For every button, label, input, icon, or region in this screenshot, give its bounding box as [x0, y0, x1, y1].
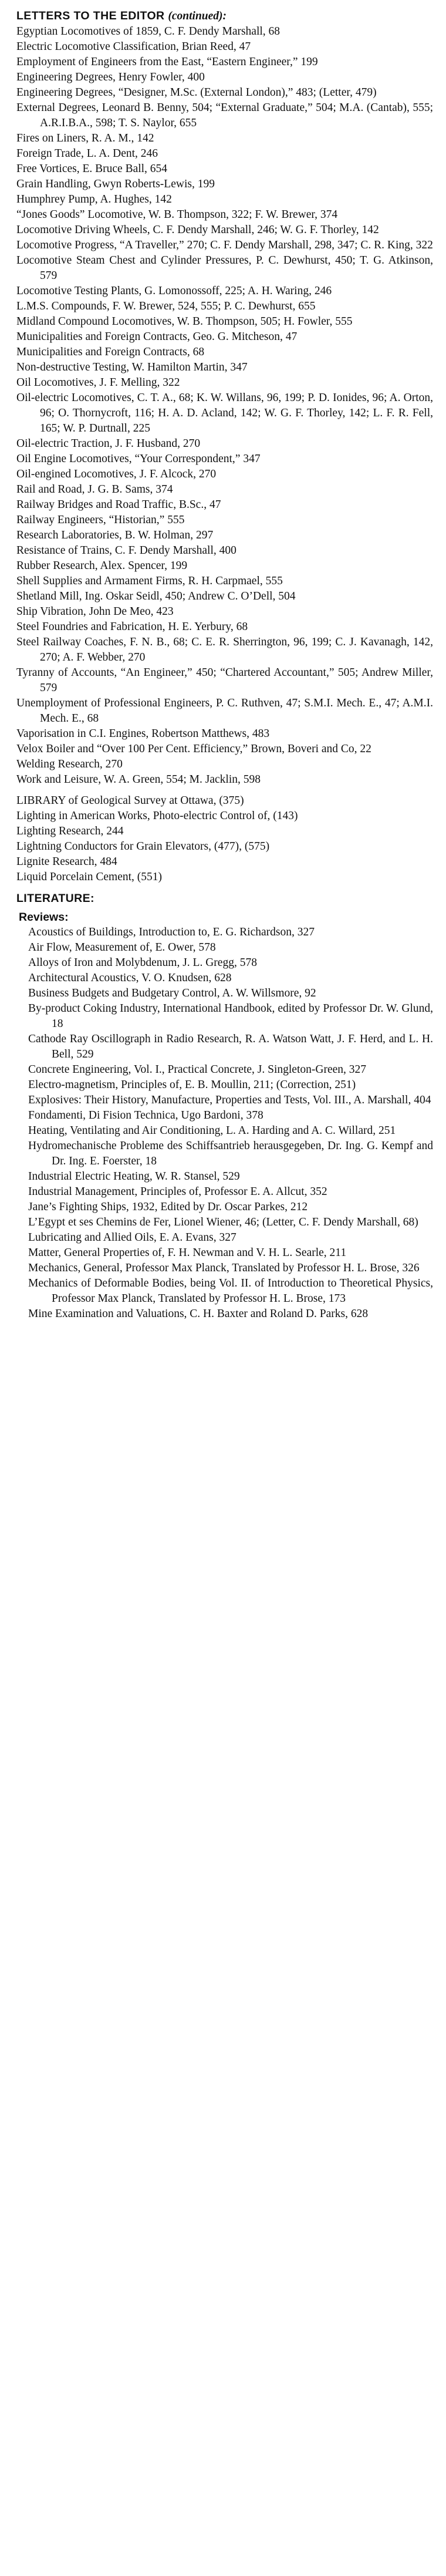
- letter-entry: Municipalities and Foreign Contracts, 68: [16, 346, 205, 358]
- review-entry: Industrial Management, Principles of, Professor E. A. Allcut, 352: [28, 1186, 327, 1198]
- letter-entry: Midland Compound Locomotives, W. B. Thompson, 505; H. Fowler, 555: [16, 315, 353, 328]
- review-entry: Architectural Acoustics, V. O. Knudsen, 628: [28, 972, 232, 984]
- letter-entry: Rubber Research, Alex. Spencer, 199: [16, 560, 188, 572]
- literature-heading-title: LITERATURE: [16, 892, 91, 905]
- literature-heading-note: :: [90, 892, 94, 905]
- review-entry: Jane’s Fighting Ships, 1932, Edited by Dr. Oscar Parkes, 212: [28, 1201, 308, 1213]
- letter-entry: Shell Supplies and Armament Firms, R. H. Carpmael, 555: [16, 575, 283, 587]
- review-entry: Explosives: Their History, Manufacture, Properties and Tests, Vol. III., A. Marshall, 404: [28, 1094, 431, 1106]
- review-entry: Alloys of Iron and Molybdenum, J. L. Gregg, 578: [28, 957, 257, 969]
- letter-entry: External Degrees, Leonard B. Benny, 504; “External Graduate,” 504; M.A. (Cantab), 555; A.R.I.B.A., 598; T. S. Naylor, 655: [16, 102, 433, 129]
- letter-entry: Engineering Degrees, “Designer, M.Sc. (External London),” 483; (Letter, 479): [16, 86, 377, 99]
- letter-entry: Fires on Liners, R. A. M., 142: [16, 132, 154, 144]
- review-entry: Matter, General Properties of, F. H. Newman and V. H. L. Searle, 211: [28, 1247, 347, 1259]
- review-entry: Hydromechanische Probleme des Schiffsantrieb herausgegeben, Dr. Ing. G. Kempf and Dr. Ing. E. Foerster, 18: [28, 1140, 433, 1167]
- review-entry: Business Budgets and Budgetary Control, A. W. Willsmore, 92: [28, 987, 316, 999]
- review-entry: Electro-magnetism, Principles of, E. B. Moullin, 211; (Correction, 251): [28, 1079, 356, 1091]
- letter-entry: Non-destructive Testing, W. Hamilton Martin, 347: [16, 361, 248, 373]
- review-entry: Cathode Ray Oscillograph in Radio Research, R. A. Watson Watt, J. F. Herd, and L. H. Bell, 529: [28, 1033, 433, 1060]
- letter-entry: Humphrey Pump, A. Hughes, 142: [16, 193, 172, 206]
- letter-entry: Vaporisation in C.I. Engines, Robertson Matthews, 483: [16, 728, 270, 740]
- letter-entry: Oil-electric Locomotives, C. T. A., 68; K. W. Willans, 96, 199; P. D. Ionides, 96; A. Orton, 96; O. Thornycroft, 116; H. A. D. Acland, 142; W. G. F. Thorley, 142; L. F. R. Fell, 165; W. P. Durtnall, 225: [16, 392, 433, 435]
- letter-entry: Steel Railway Coaches, F. N. B., 68; C. E. R. Sherrington, 96, 199; C. J. Kavanagh, 142, 270; A. F. Webber, 270: [16, 636, 433, 664]
- letter-entry: Ship Vibration, John De Meo, 423: [16, 605, 174, 618]
- letter-entry: Oil-engined Locomotives, J. F. Alcock, 270: [16, 468, 217, 480]
- letter-entry: Locomotive Testing Plants, G. Lomonossoff, 225; A. H. Waring, 246: [16, 285, 332, 297]
- index-entry: Liquid Porcelain Cement, (551): [16, 871, 163, 883]
- letters-heading: [16, 8, 433, 24]
- letter-entry: Oil Locomotives, J. F. Melling, 322: [16, 376, 180, 389]
- letter-entry: Employment of Engineers from the East, “Eastern Engineer,” 199: [16, 56, 318, 68]
- letter-entry: Railway Engineers, “Historian,” 555: [16, 514, 185, 526]
- review-entry: Acoustics of Buildings, Introduction to, E. G. Richardson, 327: [28, 926, 315, 938]
- reviews-heading: [19, 910, 433, 925]
- letter-entry: Steel Foundries and Fabrication, H. E. Yerbury, 68: [16, 621, 248, 633]
- review-entry: Lubricating and Allied Oils, E. A. Evans, 327: [28, 1231, 236, 1244]
- letter-entry: Tyranny of Accounts, “An Engineer,” 450; “Chartered Accountant,” 505; Andrew Miller, 579: [16, 666, 433, 694]
- letter-entry: Oil-electric Traction, J. F. Husband, 270: [16, 437, 201, 450]
- reviews-heading-title: Reviews: [19, 911, 65, 924]
- letter-entry: Locomotive Driving Wheels, C. F. Dendy Marshall, 246; W. G. F. Thorley, 142: [16, 224, 379, 236]
- letter-entry: Rail and Road, J. G. B. Sams, 374: [16, 483, 173, 496]
- letter-entry: Welding Research, 270: [16, 758, 123, 770]
- review-entry: L’Egypt et ses Chemins de Fer, Lionel Wiener, 46; (Letter, C. F. Dendy Marshall, 68): [28, 1216, 418, 1228]
- index-entry: Lighting Research, 244: [16, 825, 124, 837]
- letter-entry: Foreign Trade, L. A. Dent, 246: [16, 147, 158, 160]
- letter-entry: Locomotive Progress, “A Traveller,” 270; C. F. Dendy Marshall, 298, 347; C. R. King, 322: [16, 239, 433, 251]
- letter-entry: Municipalities and Foreign Contracts, Geo. G. Mitcheson, 47: [16, 331, 298, 343]
- letter-entry: Research Laboratories, B. W. Holman, 297: [16, 529, 214, 541]
- review-entry: Heating, Ventilating and Air Conditioning, L. A. Harding and A. C. Willard, 251: [28, 1124, 396, 1137]
- letter-entry: Unemployment of Professional Engineers, P. C. Ruthven, 47; S.M.I. Mech. E., 47; A.M.I. Mech. E., 68: [16, 697, 433, 725]
- letter-entry: Grain Handling, Gwyn Roberts-Lewis, 199: [16, 178, 215, 190]
- letter-entry: Electric Locomotive Classification, Brian Reed, 47: [16, 41, 251, 53]
- letters-heading-note: (continued):: [168, 10, 227, 22]
- reviews-entry-list: [16, 925, 433, 1322]
- review-entry: By-product Coking Industry, International Handbook, edited by Professor Dr. W. Glund, 18: [28, 1002, 433, 1030]
- misc-entry-list: [16, 793, 433, 885]
- letters-heading-title: LETTERS TO THE EDITOR: [16, 9, 165, 22]
- letter-entry: Railway Bridges and Road Traffic, B.Sc., 47: [16, 499, 221, 511]
- review-entry: Fondamenti, Di Fision Technica, Ugo Bardoni, 378: [28, 1109, 263, 1122]
- review-entry: Mechanics of Deformable Bodies, being Vol. II. of Introduction to Theoretical Physics, Professor Max Planck, Translated by Professor H. L. Brose, 173: [28, 1277, 433, 1305]
- index-entry: LIBRARY of Geological Survey at Ottawa, (375): [16, 794, 244, 807]
- letter-entry: Free Vortices, E. Bruce Ball, 654: [16, 163, 168, 175]
- letter-entry: Work and Leisure, W. A. Green, 554; M. Jacklin, 598: [16, 773, 261, 786]
- literature-heading: [16, 891, 433, 906]
- letter-entry: Egyptian Locomotives of 1859, C. F. Dendy Marshall, 68: [16, 25, 281, 38]
- index-entry: Lignite Research, 484: [16, 856, 117, 868]
- letter-entry: Velox Boiler and “Over 100 Per Cent. Efficiency,” Brown, Boveri and Co, 22: [16, 743, 371, 755]
- letters-entry-list: [16, 24, 433, 787]
- index-entry: Lightning Conductors for Grain Elevators, (477), (575): [16, 840, 270, 853]
- letter-entry: L.M.S. Compounds, F. W. Brewer, 524, 555; P. C. Dewhurst, 655: [16, 300, 316, 312]
- letter-entry: Resistance of Trains, C. F. Dendy Marshall, 400: [16, 544, 236, 557]
- letter-entry: Locomotive Steam Chest and Cylinder Pressures, P. C. Dewhurst, 450; T. G. Atkinson, 579: [16, 254, 433, 282]
- review-entry: Mine Examination and Valuations, C. H. Baxter and Roland D. Parks, 628: [28, 1308, 369, 1320]
- index-entry: Lighting in American Works, Photo-electric Control of, (143): [16, 810, 298, 822]
- letter-entry: Oil Engine Locomotives, “Your Correspondent,” 347: [16, 453, 261, 465]
- review-entry: Mechanics, General, Professor Max Planck, Translated by Professor H. L. Brose, 326: [28, 1262, 420, 1274]
- review-entry: Concrete Engineering, Vol. I., Practical Concrete, J. Singleton-Green, 327: [28, 1063, 367, 1076]
- reviews-heading-note: :: [65, 911, 69, 924]
- letter-entry: Shetland Mill, Ing. Oskar Seidl, 450; Andrew C. O’Dell, 504: [16, 590, 296, 602]
- review-entry: Air Flow, Measurement of, E. Ower, 578: [28, 941, 216, 954]
- letter-entry: “Jones Goods” Locomotive, W. B. Thompson, 322; F. W. Brewer, 374: [16, 208, 338, 221]
- letter-entry: Engineering Degrees, Henry Fowler, 400: [16, 71, 205, 83]
- review-entry: Industrial Electric Heating, W. R. Stansel, 529: [28, 1170, 240, 1183]
